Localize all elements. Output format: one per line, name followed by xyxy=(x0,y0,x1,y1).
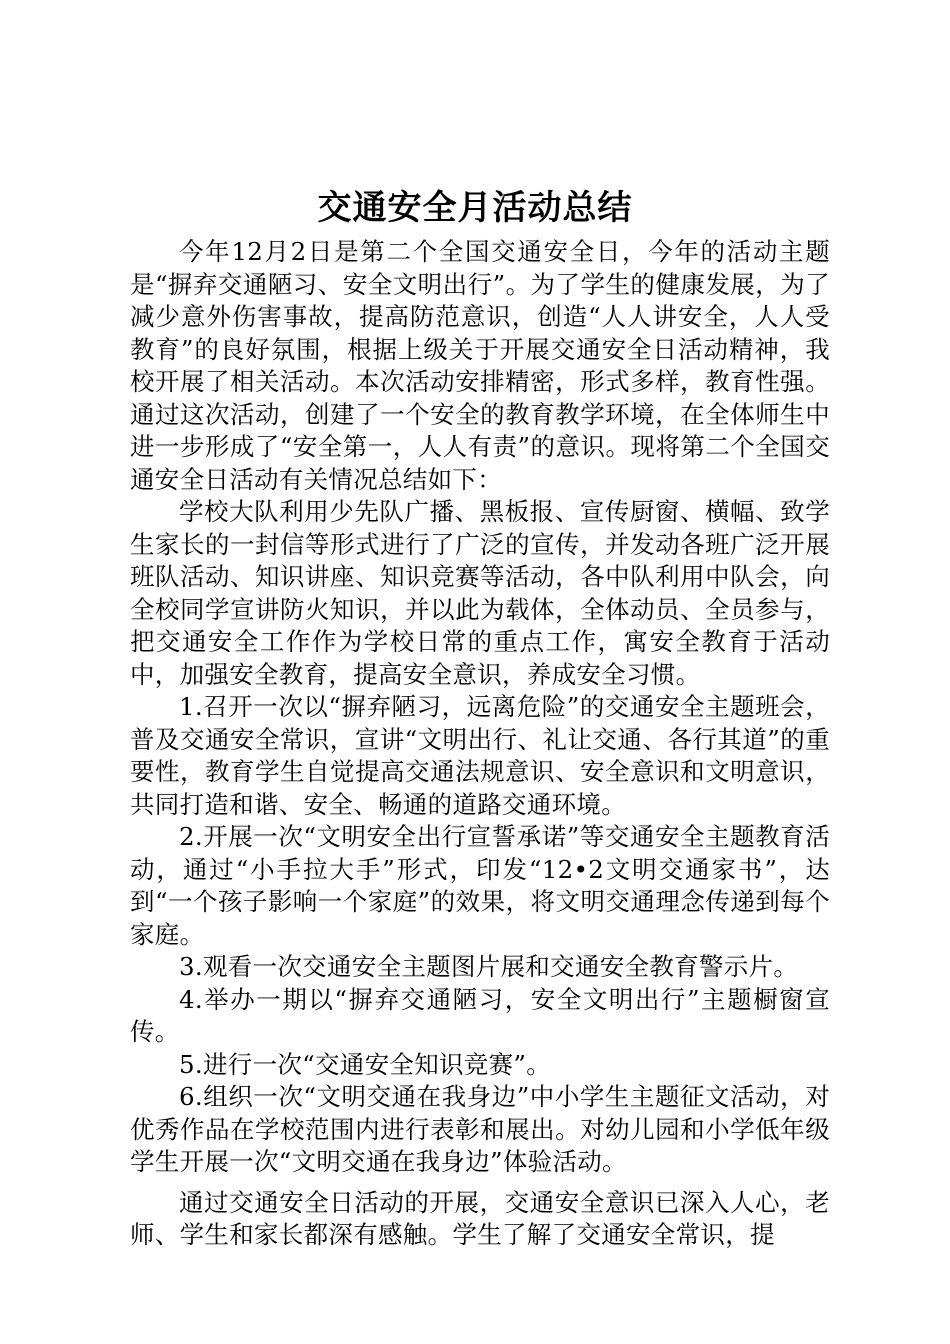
paragraph-item-4: 4.举办一期以“摒弃交通陋习，安全文明出行”主题橱窗宣传。 xyxy=(130,984,830,1046)
paragraph-item-2: 2.开展一次“文明安全出行宣誓承诺”等交通安全主题教育活动，通过“小手拉大手”形式，印发“12•2文明交通家书”，达到“一个孩子影响一个家庭”的效果，将文明交通理念传递到每个家庭。 xyxy=(130,822,830,949)
paragraph-intro: 今年12月2日是第二个全国交通安全日，今年的活动主题是“摒弃交通陋习、安全文明出行”。为了学生的健康发展，为了减少意外伤害事故，提高防范意识，创造“人人讲安全，人人受教育”的良好氛围，根据上级关于开展交通安全日活动精神，我校开展了相关活动。本次活动安排精密，形式多样，教育性强。通过这次活动，创建了一个安全的教育教学环境，在全体师生中进一步形成了“安全第一，人人有责”的意识。现将第二个全国交通安全日活动有关情况总结如下： xyxy=(130,237,830,494)
document-body xyxy=(130,236,830,1252)
paragraph-item-6: 6.组织一次“文明交通在我身边”中小学生主题征文活动，对优秀作品在学校范围内进行表彰和展出。对幼儿园和小学低年级学生开展一次“文明交通在我身边”体验活动。 xyxy=(130,1082,830,1176)
paragraph-item-1: 1.召开一次以“摒弃陋习，远离危险”的交通安全主题班会，普及交通安全常识，宣讲“文明出行、礼让交通、各行其道”的重要性，教育学生自觉提高交通法规意识、安全意识和文明意识，共同打造和谐、安全、畅通的道路交通环境。 xyxy=(130,692,830,819)
paragraph-publicity: 学校大队利用少先队广播、黑板报、宣传厨窗、横幅、致学生家长的一封信等形式进行了广泛的宣传，并发动各班广泛开展班队活动、知识讲座、知识竞赛等活动，各中队利用中队会，向全校同学宣讲防火知识，并以此为载体，全体动员、全员参与，把交通安全工作作为学校日常的重点工作，寓安全教育于活动中，加强安全教育，提高安全意识，养成安全习惯。 xyxy=(130,497,830,689)
paragraph-item-3: 3.观看一次交通安全主题图片展和交通安全教育警示片。 xyxy=(179,952,799,981)
document-title: 交通安全月活动总结 xyxy=(317,188,633,228)
paragraph-item-5: 5.进行一次“交通安全知识竞赛”。 xyxy=(179,1049,552,1079)
paragraph-conclusion: 通过交通安全日活动的开展，交通安全意识已深入人心，老师、学生和家长都深有感触。学生了解了交通安全常识，提 xyxy=(130,1187,830,1249)
